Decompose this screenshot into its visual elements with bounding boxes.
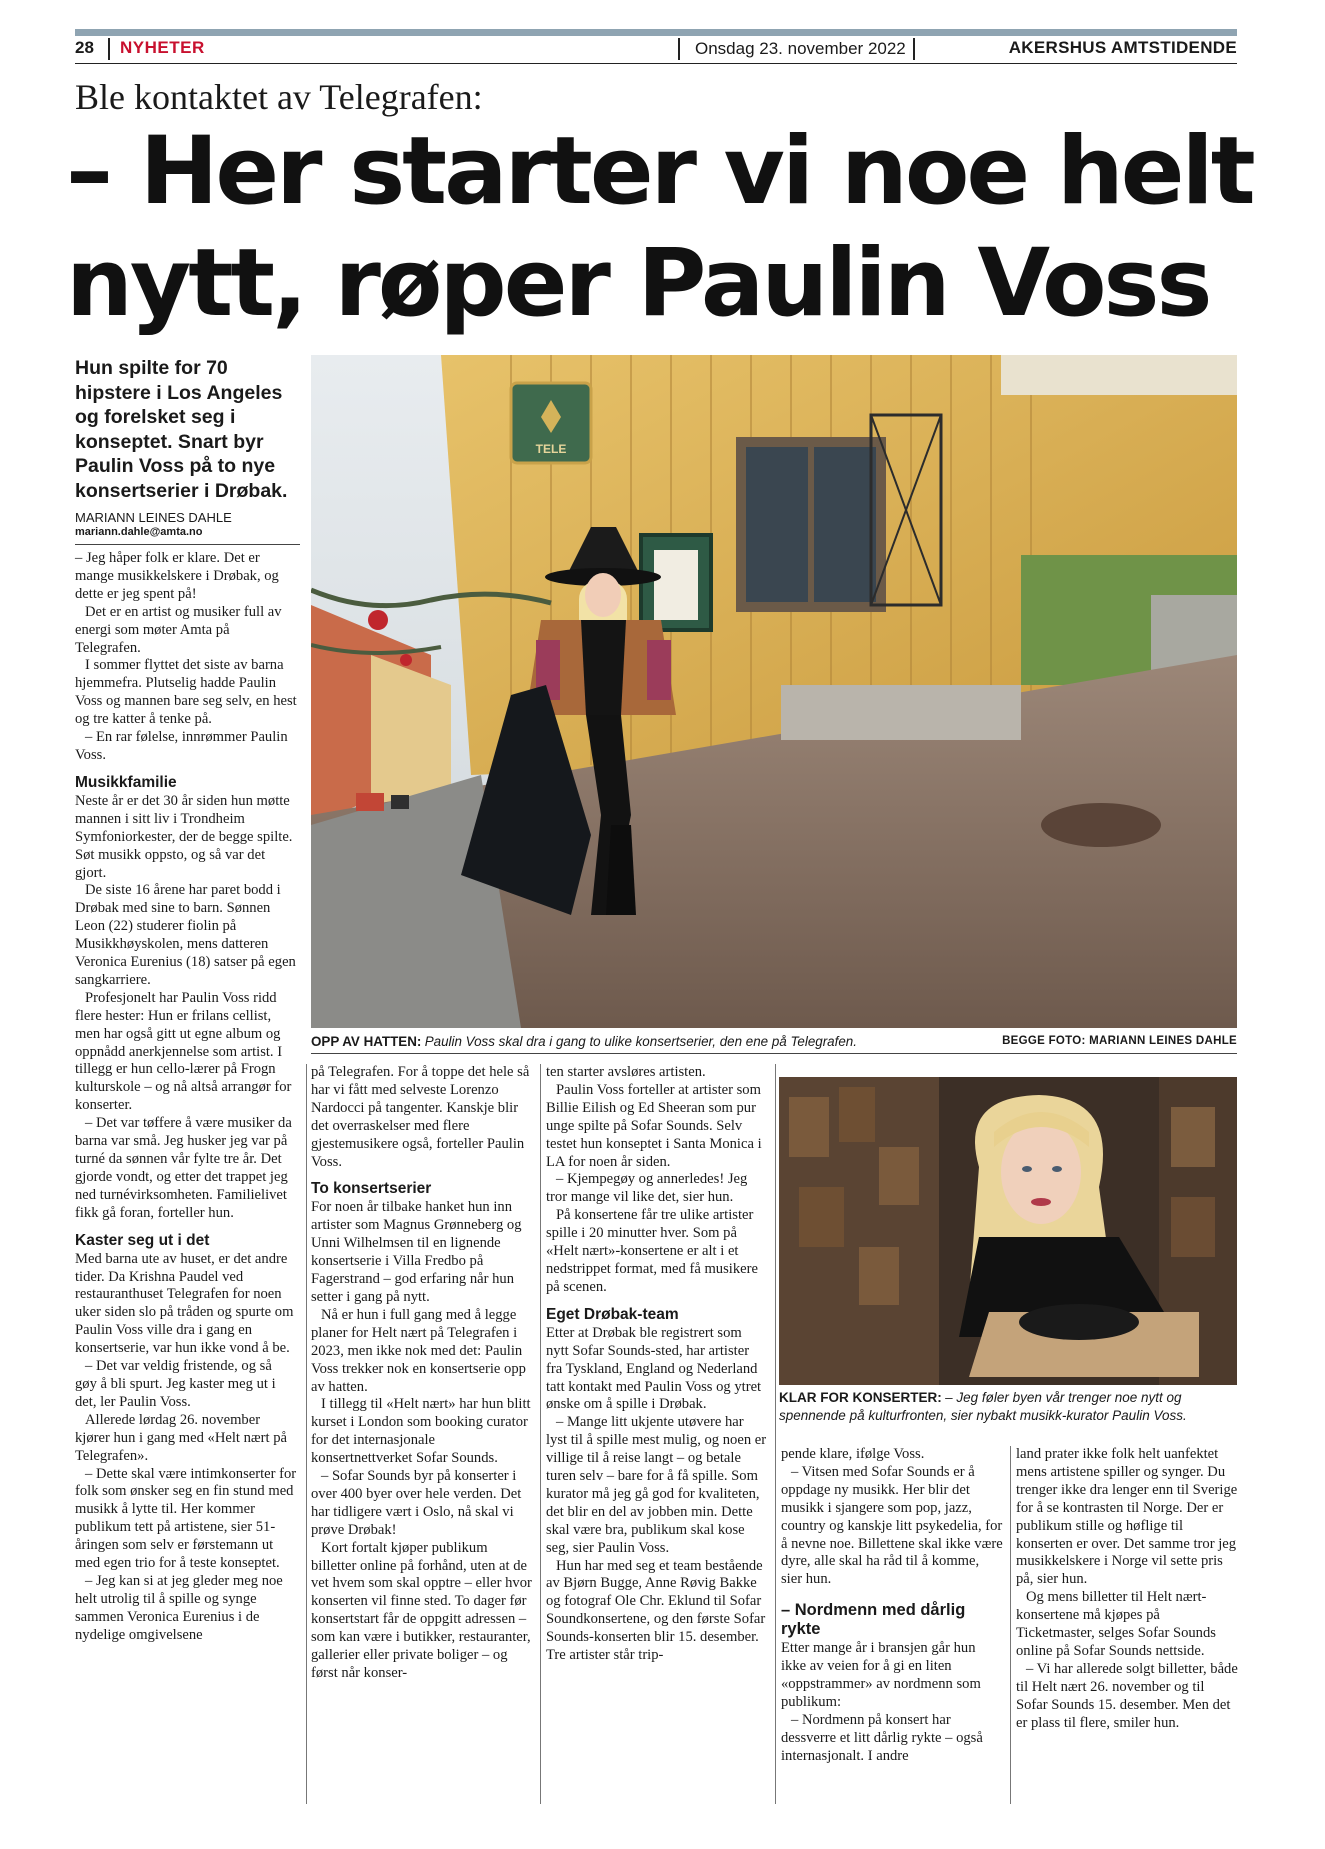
portrait-caption-label: KLAR FOR KONSERTER: bbox=[779, 1390, 942, 1405]
paragraph: Med barna ute av huset, er det andre tider. Da Krishna Paudel ved restauranthuset Telegrafen for noen uker siden slo på tråden og spurte om Paulin Voss ville dra i gang en konsertserie, var hun ikke vond å be. bbox=[75, 1250, 294, 1357]
paragraph: Etter mange år i bransjen går hun ikke av veien for å gi en liten «oppstrammer» av nordmenn som publikum: bbox=[781, 1640, 981, 1710]
paragraph: Profesjonelt har Paulin Voss ridd flere hester: Hun er frilans cellist, men har også gitt ut egne album og oppnådd anerkjennelse som artist. I tillegg er hun cello-lærer på Frogn kulturskole – og nå altså arrangør for konserter. bbox=[75, 989, 292, 1114]
paragraph: Kort fortalt kjøper publikum billetter online på forhånd, uten at de vet hvem som skal opptre – eller hvor konserten vil finne sted. To dager før konsertstart får de oppgitt adressen – som kan være i butikker, restauranter, gallerier eller private boliger – og først når konser- bbox=[311, 1539, 532, 1681]
paragraph: – Dette skal være intimkonserter for folk som ønsker seg en fin stund med musikk å lytte til. Her kommer publikum tett på artistene, sier 51-åringen som selv er førstemann ut med egen trio for å teste konseptet. bbox=[75, 1465, 297, 1572]
newspaper-name: AKERSHUS AMTSTIDENDE bbox=[1008, 38, 1237, 57]
article-headline bbox=[66, 116, 1256, 340]
paragraph: Nå er hun i full gang med å legge planer for Helt nært på Telegrafen i 2023, men ikke nok med det: Paulin Voss trekker nok en konsertserie opp av hatten. bbox=[311, 1306, 526, 1395]
article-kicker: Ble kontaktet av Telegrafen: bbox=[75, 77, 483, 117]
paragraph: pende klare, ifølge Voss. bbox=[781, 1446, 925, 1462]
column-rule bbox=[775, 1064, 776, 1804]
paragraph: – Kjempegøy og annerledes! Jeg tror mange vil like det, sier hun. bbox=[546, 1171, 748, 1206]
header-divider bbox=[678, 38, 680, 60]
paragraph: land prater ikke folk helt uanfektet mens artistene spiller og synger. Du trenger ikke dra lenger enn til Sverige for å se kontrasten til Norge. Der er publikum stille og høflige til konserten er over. Det samme tror jeg musikkelskere i Norge vil sette pris på, sier hun. bbox=[1016, 1446, 1238, 1588]
column-rule bbox=[306, 1064, 307, 1804]
main-caption-label: OPP AV HATTEN: bbox=[311, 1034, 422, 1049]
article-ingress: Hun spilte for 70 hipstere i Los Angeles og forelsket seg i konseptet. Snart byr Paulin Voss på to nye konsertserier i Drøbak. bbox=[75, 357, 288, 502]
section-label: NYHETER bbox=[120, 38, 205, 57]
subheading-nordmenn: – Nordmenn med dårlig rykte bbox=[781, 1601, 966, 1639]
subheading-to-konsertserier: To konsertserier bbox=[311, 1180, 432, 1198]
paragraph: på Telegrafen. For å toppe det hele så har vi fått med selveste Lorenzo Nardocci på tangenter. Kanskje blir det overraskelser med flere gjestemusikere også, forteller Paulin Voss. bbox=[311, 1064, 530, 1170]
paragraph: På konsertene får tre ulike artister spille i 20 minutter hver. Som på «Helt nært»-konsertene er alt i et nedstrippet format, med få musikere på scenen. bbox=[546, 1207, 758, 1295]
paragraph: – Sofar Sounds byr på konserter i over 400 byer over hele verden. Det har tidligere vært i Oslo, nå skal vi prøve Drøbak! bbox=[311, 1468, 522, 1538]
text-column-4 bbox=[781, 1446, 1003, 1766]
paragraph: I tillegg til «Helt nært» har hun blitt kurset i London som booking curator for det internasjonale konsertnettverket Sofar Sounds. bbox=[311, 1396, 531, 1467]
text-column-5 bbox=[1016, 1446, 1238, 1733]
portrait-photo-caption bbox=[779, 1389, 1239, 1425]
paragraph: – Det var tøffere å være musiker da barna var små. Jeg husker jeg var på turné da sønnen vår fylte tre år. Det gjorde vondt, og etter det trappet jeg ned turnévirksomheten. Familielivet fikk gå foran, forteller hun. bbox=[75, 1115, 292, 1221]
issue-date: Onsdag 23. november 2022 bbox=[695, 39, 906, 58]
paragraph: – Nordmenn på konsert har dessverre et litt dårlig rykte – også internasjonalt. I andre bbox=[781, 1711, 983, 1764]
header-divider bbox=[108, 38, 110, 60]
paragraph: – Vitsen med Sofar Sounds er å oppdage ny musikk. Her blir det musikk i sjangere som pop, jazz, country og kanskje litt psykedelia, for å nevne noe. Billettene skal ikke være dyre, alle skal ha råd til å komme, sier hun. bbox=[781, 1463, 1003, 1588]
paragraph: – Mange litt ukjente utøvere har lyst til å spille mest mulig, og noen er villige til å reise langt – og betale turen selv – bare for å få spille. Som kurator må jeg gå god for kvaliteten, det blir en del av jobben min. Dette skal være bra, publikum skal kose seg, sier Paulin Voss. bbox=[546, 1414, 767, 1556]
paragraph: Paulin Voss forteller at artister som Billie Eilish og Ed Sheeran som pur unge spilte på Sofar Sounds. Selv testet hun konseptet i Santa Monica i LA for noen år siden. bbox=[546, 1081, 762, 1170]
paragraph: Og mens billetter til Helt nært-konsertene må kjøpes på Ticketmaster, selges Sofar Sounds online på Sofar Sounds nettside. bbox=[1016, 1589, 1216, 1659]
portrait-caption-text: – Jeg føler byen vår trenger noe nytt og spennende på kulturfronten, sier nybakt musikk-kurator Paulin Voss. bbox=[779, 1390, 1187, 1423]
paragraph: For noen år tilbake hanket hun inn artister som Magnus Grønneberg og Unni Wilhelmsen til en lignende konsertserie i Villa Fredbo på Fagerstrand – god erfaring når hun setter i gang på nytt. bbox=[311, 1199, 522, 1305]
paragraph: De siste 16 årene har paret bodd i Drøbak med sine to barn. Sønnen Leon (22) studerer fiolin på Musikkhøyskolen, mens datteren Veronica Eurenius (18) satser på egen sangkarriere. bbox=[75, 882, 296, 988]
subheading-eget-drobak-team: Eget Drøbak-team bbox=[546, 1305, 679, 1323]
running-header bbox=[75, 38, 1237, 64]
sign-text: TELE bbox=[535, 442, 567, 456]
paragraph: Neste år er det 30 år siden hun møtte mannen i sitt liv i Trondheim Symfoniorkester, der de begge spilte. Søt musikk oppsto, og så var det gjort. bbox=[75, 792, 293, 881]
paragraph: Etter at Drøbak ble registrert som nytt Sofar Sounds-sted, har artister fra Tyskland, England og Nederland tatt kontakt med Paulin Voss og ytret ønske om å spille i Drøbak. bbox=[546, 1324, 762, 1413]
paragraph: – Jeg håper folk er klare. Det er mange musikkelskere i Drøbak, og dette er jeg spent på! bbox=[75, 550, 279, 602]
subheading-kaster: Kaster seg ut i det bbox=[75, 1231, 210, 1249]
paragraph: – Det var veldig fristende, og så gøy å bli spurt. Jeg kaster meg ut i det, ler Paulin Voss. bbox=[75, 1358, 276, 1410]
paragraph: ten starter avsløres artisten. bbox=[546, 1064, 706, 1080]
header-rule bbox=[75, 63, 1237, 64]
headline-line-1: – Her starter vi noe helt bbox=[66, 117, 1253, 226]
main-photo bbox=[311, 355, 1237, 1028]
paragraph: – En rar følelse, innrømmer Paulin Voss. bbox=[75, 729, 288, 763]
byline-email: mariann.dahle@amta.no bbox=[75, 526, 203, 538]
paragraph: – Vi har allerede solgt billetter, både til Helt nært 26. november og til Sofar Sounds 15. desember. Men det er plass til flere, smiler hun. bbox=[1016, 1660, 1238, 1731]
paragraph: Det er en artist og musiker full av energi som møter Amta på Telegrafen. bbox=[75, 603, 282, 656]
column-rule bbox=[540, 1064, 541, 1804]
page-number: 28 bbox=[75, 38, 94, 57]
portrait-photo bbox=[779, 1077, 1237, 1385]
header-color-bar bbox=[75, 29, 1237, 36]
header-divider bbox=[913, 38, 915, 60]
svg-text:TELE bbox=[536, 442, 567, 456]
text-column-3 bbox=[546, 1064, 768, 1665]
paragraph: Allerede lørdag 26. november kjører hun i gang med «Helt nært på Telegrafen». bbox=[75, 1411, 287, 1464]
byline-name: MARIANN LEINES DAHLE bbox=[75, 510, 232, 525]
paragraph: Hun har med seg et team bestående av Bjørn Bugge, Anne Røvig Bakke og fotograf Ole Chr. Eklund til Sofar Soundkonsertene, og den første Sofar Sounds-konserten blir 15. desember. Tre artister står trip- bbox=[546, 1557, 766, 1664]
main-caption-text: Paulin Voss skal dra i gang to ulike konsertserier, den ene på Telegrafen. bbox=[424, 1034, 857, 1049]
caption-rule bbox=[311, 1053, 1237, 1054]
byline-rule bbox=[75, 544, 300, 545]
headline-line-2: nytt, røper Paulin Voss bbox=[66, 229, 1210, 338]
paragraph: – Jeg kan si at jeg gleder meg noe helt utrolig til å spille og synge sammen Veronica Eurenius i de nydelige omgivelsene bbox=[75, 1572, 283, 1643]
paragraph: I sommer flyttet det siste av barna hjemmefra. Plutselig hadde Paulin Voss og mannen bare seg selv, en hest og tre katter å tenke på. bbox=[75, 657, 297, 728]
photo-credit: BEGGE FOTO: MARIANN LEINES DAHLE bbox=[1002, 1035, 1237, 1047]
text-column-2 bbox=[311, 1064, 533, 1683]
main-photo-caption bbox=[311, 1033, 1237, 1050]
text-column-1 bbox=[75, 550, 297, 1645]
column-rule bbox=[1010, 1446, 1011, 1804]
subheading-musikkfamilie: Musikkfamilie bbox=[75, 773, 177, 791]
byline bbox=[75, 510, 232, 540]
